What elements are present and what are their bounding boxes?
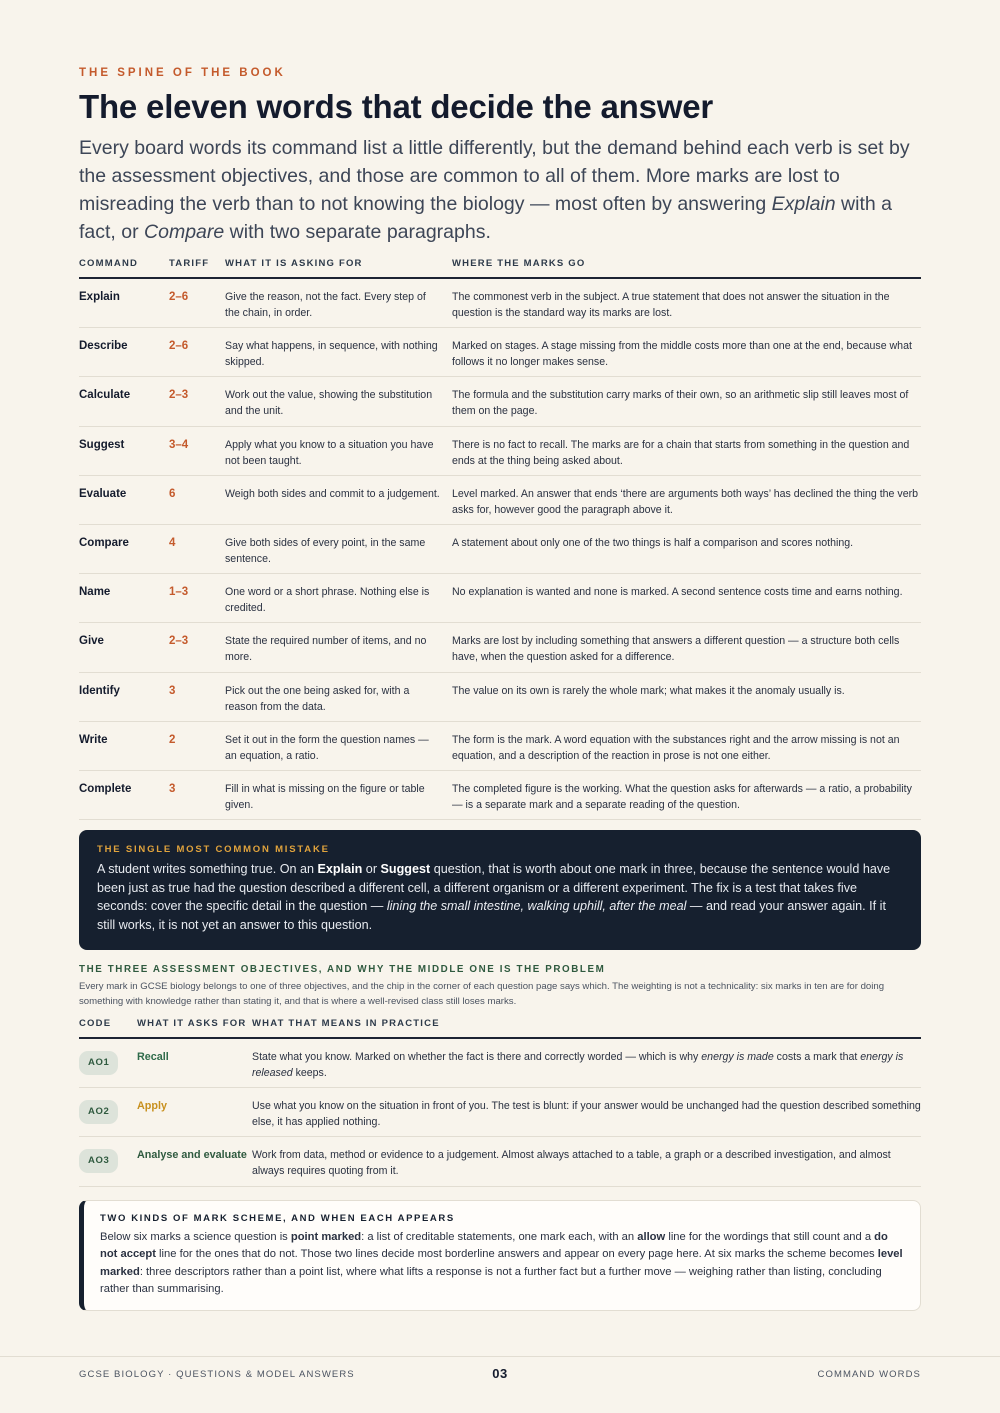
- text-run: energy is released: [252, 1051, 904, 1079]
- footer-divider: [0, 1356, 1000, 1357]
- objective-code-cell: [79, 1098, 137, 1136]
- asking-for: Say what happens, in sequence, with nothing skipped.: [225, 340, 438, 369]
- command-table-header: [79, 258, 921, 279]
- where-marks-go: The value on its own is rarely the whole mark; what makes it the anomaly usually is.: [452, 684, 845, 697]
- command-name: Name: [79, 586, 111, 599]
- command-name: Compare: [79, 536, 129, 549]
- text-run: A student writes something true. On an: [97, 862, 318, 876]
- asking-for: Pick out the one being asked for, with a reason from the data.: [225, 684, 410, 713]
- objectives-table: [79, 1018, 921, 1187]
- lead-paragraph: [79, 134, 921, 246]
- asking-for: Weigh both sides and commit to a judgement.: [225, 487, 440, 500]
- asking-for: Give both sides of every point, in the same sentence.: [225, 536, 426, 565]
- objectives-subtitle: Every mark in GCSE biology belongs to one of three objectives, and the chip in the corner of each question page says which. The weighting is not a technicality: six marks in ten are for doing something with knowledge rather than stating it, and that is where a well-revised class still loses marks.: [79, 981, 885, 1007]
- where-marks-go: No explanation is wanted and none is marked. A second sentence costs time and earns nothing.: [452, 586, 903, 599]
- text-run: line for the wordings that still count and a: [665, 1231, 875, 1243]
- tariff-value: 4: [169, 536, 176, 549]
- header-marks: WHERE THE MARKS GO: [452, 258, 586, 269]
- tariff-value: 3: [169, 684, 176, 697]
- asking-for: State the required number of items, and no more.: [225, 635, 427, 664]
- text-run: Below six marks a science question is: [100, 1231, 291, 1243]
- where-marks-go: The completed figure is the working. What the question asks for afterwards — a ratio, a probability — is a separate mark and a separate reading of the question.: [452, 782, 912, 811]
- footer-book-title: GCSE BIOLOGY · QUESTIONS & MODEL ANSWERS: [79, 1369, 355, 1380]
- tariff-value: 3: [169, 782, 176, 795]
- where-marks-go: There is no fact to recall. The marks are for a chain that starts from something in the question and ends at the thing being asked about.: [452, 438, 910, 467]
- callout-title: TWO KINDS OF MARK SCHEME, AND WHEN EACH APPEARS: [100, 1213, 455, 1224]
- where-marks-go: The commonest verb in the subject. A true statement that does not answer the situation in the question is the standard way its marks are lost.: [452, 291, 890, 319]
- table-row: [79, 476, 921, 525]
- table-row: [79, 722, 921, 771]
- page-title: The eleven words that decide the answer: [79, 88, 714, 125]
- tariff-value: 2: [169, 733, 176, 746]
- command-name: Suggest: [79, 438, 125, 451]
- objective-practice: [252, 1049, 921, 1087]
- text-run: Explain: [771, 193, 836, 215]
- text-run: keeps.: [292, 1067, 327, 1079]
- text-run: Work from data, method or evidence to a judgement. Almost always attached to a table, a graph or a described investigation, and almost always requires quoting from it.: [252, 1149, 891, 1178]
- objective-practice: [252, 1098, 921, 1136]
- header-command: COMMAND: [79, 258, 139, 269]
- text-run: lining the small intestine, walking uphill, after the meal: [386, 899, 687, 914]
- text-run: with a fact, or: [79, 193, 892, 243]
- text-run: Suggest: [380, 862, 431, 876]
- page-number: 03: [492, 1366, 508, 1381]
- asking-for: Set it out in the form the question names — an equation, a ratio.: [225, 733, 429, 762]
- text-run: level marked: [100, 1248, 903, 1278]
- text-run: State what you know. Marked on whether the fact is there and correctly worded — which is why: [252, 1051, 702, 1063]
- text-run: Compare: [144, 221, 225, 243]
- objectives-table-header: [79, 1018, 921, 1039]
- objectives-table-body: [79, 1039, 921, 1187]
- table-row: [79, 623, 921, 672]
- table-row: [79, 673, 921, 722]
- table-row: [79, 377, 921, 426]
- table-row: [79, 525, 921, 574]
- where-marks-go: Marked on stages. A stage missing from the middle costs more than one at the end, because what follows it no longer makes sense.: [452, 340, 912, 369]
- text-run: : three descriptors rather than a point list, where what lifts a response is not a further fact but a further move — weighing rather than listing, concluding rather than summarising.: [100, 1265, 882, 1296]
- objective-chip: AO1: [79, 1051, 118, 1075]
- where-marks-go: The form is the mark. A word equation with the substances right and the arrow missing is not an equation, and a description of the reaction in prose is not one either.: [452, 733, 900, 762]
- where-marks-go: A statement about only one of the two things is half a comparison and scores nothing.: [452, 536, 854, 549]
- text-run: question, that is worth about one mark in three, because the sentence would have been just as true had the question described a different cell, a different organism or a different experiment. The fix is a test that takes five seconds: cover the specific detail in the question —: [97, 862, 891, 914]
- objective-asks: Analyse and evaluate: [137, 1149, 247, 1162]
- objective-chip: AO2: [79, 1100, 118, 1124]
- table-row: [79, 427, 921, 476]
- asking-for: Work out the value, showing the substitution and the unit.: [225, 389, 433, 418]
- table-row: [79, 1039, 921, 1088]
- mark-scheme-callout: [79, 1200, 921, 1311]
- common-mistake-callout: [79, 830, 921, 950]
- table-row: [79, 328, 921, 377]
- header-asking: WHAT IT IS ASKING FOR: [225, 258, 363, 269]
- asking-for: One word or a short phrase. Nothing else is credited.: [225, 586, 430, 615]
- command-table-body: [79, 279, 921, 820]
- where-marks-go: The formula and the substitution carry marks of their own, so an arithmetic slip still leaves most of them on the page.: [452, 389, 909, 418]
- text-run: line for the ones that do not. Those two lines decide most borderline answers and appear on every page here. At six marks the scheme becomes: [155, 1248, 878, 1261]
- callout-body: [97, 860, 903, 934]
- header-practice: WHAT THAT MEANS IN PRACTICE: [252, 1018, 440, 1029]
- command-name: Write: [79, 733, 108, 746]
- asking-for: Give the reason, not the fact. Every step of the chain, in order.: [225, 291, 426, 319]
- table-row: [79, 574, 921, 623]
- objective-practice: [252, 1147, 921, 1185]
- text-run: allow: [637, 1231, 666, 1243]
- tariff-value: 6: [169, 487, 176, 500]
- table-row: [79, 1088, 921, 1137]
- text-run: with two separate paragraphs.: [224, 221, 491, 243]
- tariff-value: 1–3: [169, 586, 189, 599]
- where-marks-go: Level marked. An answer that ends ‘there are arguments both ways’ has declined the thing the verb asks for, however good the paragraph above it.: [452, 487, 919, 516]
- text-run: point marked: [290, 1231, 362, 1243]
- footer-section: COMMAND WORDS: [817, 1369, 921, 1380]
- section-eyebrow: THE SPINE OF THE BOOK: [79, 67, 286, 79]
- where-marks-go: Marks are lost by including something that answers a different question — a structure both cells have, when the question asked for a difference.: [452, 635, 900, 664]
- text-run: energy is made: [701, 1051, 774, 1063]
- text-run: do not accept: [100, 1231, 888, 1261]
- command-words-table: [79, 258, 921, 820]
- table-row: [79, 1137, 921, 1186]
- command-name: Give: [79, 635, 104, 648]
- objectives-title: THE THREE ASSESSMENT OBJECTIVES, AND WHY THE MIDDLE ONE IS THE PROBLEM: [79, 964, 606, 975]
- page-footer: [79, 1367, 921, 1383]
- header-tariff: TARIFF: [169, 258, 210, 269]
- text-run: Explain: [317, 862, 363, 876]
- text-run: : a list of creditable statements, one mark each, with an: [361, 1231, 638, 1243]
- objective-asks: Recall: [137, 1051, 169, 1063]
- table-row: [79, 771, 921, 820]
- asking-for: Apply what you know to a situation you have not been taught.: [225, 438, 434, 467]
- tariff-value: 2–6: [169, 291, 189, 303]
- objective-asks: Apply: [137, 1100, 167, 1113]
- command-name: Identify: [79, 684, 120, 697]
- text-run: costs a mark that: [773, 1051, 861, 1063]
- command-name: Evaluate: [79, 487, 127, 500]
- asking-for: Fill in what is missing on the figure or table given.: [225, 782, 425, 811]
- callout-body: [100, 1229, 904, 1299]
- table-row: [79, 279, 921, 328]
- text-run: Every board words its command list a little differently, but the demand behind each verb is set by the assessment objectives, and those are common to all of them. More marks are lost to misreading the verb than to not knowing the biology — most often by answering: [79, 137, 910, 215]
- command-name: Complete: [79, 782, 132, 795]
- text-run: Use what you know on the situation in front of you. The test is blunt: if your answer would be unchanged had the question described something else, it has applied nothing.: [252, 1100, 921, 1129]
- tariff-value: 2–3: [169, 389, 189, 402]
- text-run: — and read your answer again. If it still works, it is not yet an answer to this question.: [97, 899, 886, 932]
- objective-chip: AO3: [79, 1149, 118, 1173]
- tariff-value: 2–6: [169, 340, 189, 353]
- header-code: CODE: [79, 1018, 112, 1029]
- callout-title: THE SINGLE MOST COMMON MISTAKE: [97, 844, 330, 855]
- header-asks: WHAT IT ASKS FOR: [137, 1018, 247, 1029]
- objective-code-cell: [79, 1049, 137, 1087]
- tariff-value: 3–4: [169, 438, 189, 451]
- text-run: or: [362, 862, 381, 876]
- command-name: Explain: [79, 291, 120, 303]
- command-name: Calculate: [79, 389, 131, 402]
- objective-code-cell: [79, 1147, 137, 1185]
- command-name: Describe: [79, 340, 128, 353]
- tariff-value: 2–3: [169, 635, 189, 648]
